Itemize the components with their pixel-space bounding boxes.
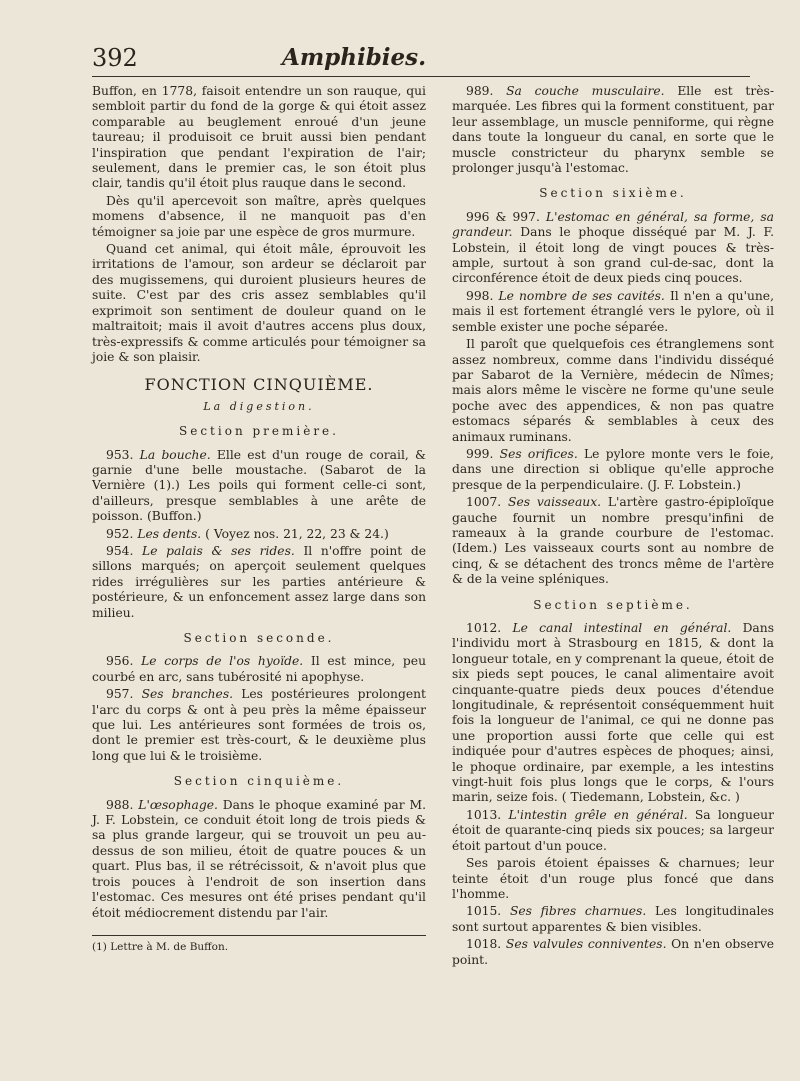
paragraph-text: Elle est très-marquée. Les fibres qui la forment constituent, par leur assemblage, un muscle penniforme, qui règne dans toute la longueur du canal, en sorte que le muscle constricteur du pharynx semble se prolonger jusqu'à l'estomac. <box>452 84 774 176</box>
paragraph-number: 956. <box>106 654 134 669</box>
paragraph: Il paroît que quelquefois ces étranglemens sont assez nombreux, comme dans l'individu disséqué par Sabarot de la Vernière, médecin de Nîmes; mais alors même le viscère ne forme qu'une seule poche avec des appendices, & non pas quatre estomacs séparés & semblables à ceux des animaux ruminans. <box>452 337 774 444</box>
paragraph-text: Dans l'individu mort à Strasbourg en 1815, & dont la longueur totale, en y comprenant la queue, étoit de six pieds sept pouces, le canal alimentaire avoit cinquante-quatre pieds deux pouces d'étendue longitudinale, & représentoit conséquemment huit fois la longueur de l'animal, ce qui ne donne pas une proportion aussi forte que celle qui est indiquée pour d'autres espèces de phoques; ainsi, le phoque ordinaire, par exemple, a les intestins vingt-huit fois plus longs que le corps, & l'ours marin, seize fois. ( Tiedemann, Lobstein, &c. ) <box>452 621 774 805</box>
paragraph-999 <box>452 447 774 493</box>
paragraph-1007 <box>452 495 774 587</box>
paragraph: Ses parois étoient épaisses & charnues; leur teinte étoit d'un rouge plus foncé que dans l'homme. <box>452 856 774 901</box>
paragraph-number: 952. <box>106 526 134 541</box>
paragraph-1012 <box>452 621 774 806</box>
paragraph-text: Il est mince, peu courbé en arc, sans tubérosité ni apophyse. <box>92 654 426 684</box>
paragraph-title: La bouche. <box>139 447 211 462</box>
paragraph-number: 1007. <box>466 495 502 510</box>
paragraph-title: Ses valvules conniventes. <box>505 937 667 952</box>
paragraph-957 <box>92 687 426 764</box>
section-heading: Section première. <box>179 424 339 439</box>
paragraph-title: L'intestin grêle en général. <box>508 807 688 822</box>
paragraph-text: Les longitudinales sont surtout apparentes & bien visibles. <box>452 904 774 934</box>
paragraph-number: 989. <box>466 84 494 98</box>
paragraph-1015 <box>452 904 774 935</box>
paragraph-title: Sa couche musculaire. <box>506 84 665 98</box>
section-heading: Section septième. <box>533 597 693 612</box>
paragraph-text: ( Voyez nos. 21, 22, 23 & 24.) <box>205 526 389 541</box>
left-column <box>92 84 426 957</box>
fonction-heading: FONCTION CINQUIÈME. <box>144 375 374 395</box>
paragraph-text: On n'en observe point. <box>452 937 774 967</box>
paragraph-number: 998. <box>466 288 494 303</box>
page-number: 392 <box>92 44 138 72</box>
paragraph-title: Ses fibres charnues. <box>509 904 647 919</box>
paragraph-989 <box>452 84 774 176</box>
paragraph-text: Il n'en a qu'une, mais il est fortement étranglé vers le pylore, où il semble exister une poche séparée. <box>452 288 774 334</box>
paragraph-text: Dans le phoque disséqué par M. J. F. Lobstein, il étoit long de vingt pouces & très-ample, surtout à son grand cul-de-sac, dont la circonférence étoit de deux pieds cinq pouces. <box>452 225 774 286</box>
paragraph-title: Le palais & ses rides. <box>142 543 295 558</box>
paragraph-996 <box>452 210 774 287</box>
section-heading: Section seconde. <box>183 631 335 645</box>
paragraph-title: L'estomac en général, sa forme, sa grandeur. <box>452 209 774 240</box>
paragraph-988 <box>92 798 426 921</box>
paragraph: Dès qu'il apercevoit son maître, après quelques momens d'absence, il ne manquoit pas d'en témoigner sa joie par une espèce de gros murmure. <box>92 193 426 239</box>
paragraph-954 <box>92 544 426 621</box>
paragraph-text: Les postérieures prolongent l'arc du corps & ont à peu près la même épaisseur que lui. Les antérieures sont formées de trois os, dont le premier est très-court, & le deuxième plus long que lui & le troisième. <box>92 687 426 763</box>
paragraph-number: 999. <box>466 446 494 461</box>
paragraph-title: Les dents. <box>137 526 202 541</box>
footnote-rule <box>92 935 426 936</box>
paragraph-text: Elle est d'un rouge de corail, & garnie d'une belle moustache. (Sabarot de la Vernière (1).) Les poils qui forment celle-ci sont, d'ailleurs, presque semblables à une arête de poisson. (Buffon.) <box>92 447 427 524</box>
paragraph-title: Le nombre de ses cavités. <box>498 288 665 303</box>
paragraph-title: Ses vaisseaux. <box>508 495 602 510</box>
section-heading: Section sixième. <box>539 186 687 201</box>
running-head: Amphibies. <box>282 44 427 71</box>
paragraph-number: 988. <box>106 797 134 812</box>
footnote: (1) Lettre à M. de Buffon. <box>92 940 229 953</box>
paragraph-1013 <box>452 808 774 854</box>
paragraph-text: Il n'offre point de sillons marqués; on aperçoit seulement quelques rides irrégulières sur les parties antérieure & postérieure, & un enfoncement assez large dans son milieu. <box>92 543 426 620</box>
paragraph-title: Le corps de l'os hyoïde. <box>141 654 304 669</box>
paragraph-number: 953. <box>106 447 134 462</box>
page-header <box>92 40 750 77</box>
paragraph-952 <box>92 527 426 542</box>
paragraph-title: L'œsophage. <box>138 797 218 812</box>
digestion-heading: La digestion. <box>203 399 315 413</box>
paragraph-text: Sa longueur étoit de quarante-cinq pieds six pouces; sa largeur étoit partout d'un pouce. <box>452 807 774 853</box>
paragraph-text: L'artère gastro-épiploïque gauche fournit un nombre presqu'infini de rameaux à la grande courbure de l'estomac. (Idem.) Les vaisseaux courts sont au nombre de cinq, & se détachent des troncs même de l'artère & de la veine spléniques. <box>452 495 774 587</box>
right-column <box>452 84 774 970</box>
paragraph-number: 996 & 997. <box>466 209 540 224</box>
paragraph-number: 1018. <box>466 937 502 952</box>
paragraph-1018 <box>452 937 774 968</box>
paragraph-number: 1015. <box>466 904 502 919</box>
paragraph-953 <box>92 448 426 525</box>
paragraph-956 <box>92 654 426 685</box>
paragraph-number: 1012. <box>466 621 502 635</box>
paragraph: Quand cet animal, qui étoit mâle, éprouvoit les irritations de l'amour, son ardeur se déclaroit par des mugissemens, qui duroient plusieurs heures de suite. C'est par des cris assez semblables qu'il exprimoit son sentiment de douleur quand on le maltraitoit; mais il avoit d'autres accens plus doux, très-expressifs & comme articulés pour témoigner sa joie & son plaisir. <box>92 242 426 364</box>
paragraph-title: Ses orifices. <box>499 446 578 461</box>
paragraph-number: 957. <box>106 687 134 702</box>
section-heading: Section cinquième. <box>173 774 345 789</box>
paragraph-number: 954. <box>106 543 134 558</box>
paragraph-number: 1013. <box>466 807 502 822</box>
paragraph-text: Le pylore monte vers le foie, dans une direction si oblique qu'elle approche presque de la perpendiculaire. (J. F. Lobstein.) <box>452 446 774 492</box>
paragraph: Buffon, en 1778, faisoit entendre un son rauque, qui sembloit partir du fond de la gorge & qui étoit assez comparable au beuglement enroué d'un jeune taureau; il produisoit ce bruit aussi bien pendant l'inspiration que pendant l'expiration de l'air; seulement, dans le premier cas, le son étoit plus clair, tandis qu'il étoit plus rauque dans le second. <box>92 84 426 191</box>
paragraph-998 <box>452 289 774 335</box>
paragraph-title: Le canal intestinal en général. <box>512 621 732 635</box>
paragraph-text: Dans le phoque examiné par M. J. F. Lobstein, ce conduit étoit long de trois pieds & sa plus grande largeur, qui se trouvoit un peu au-dessus de son milieu, étoit de quatre pouces & un quart. Plus bas, il se rétrécissoit, & n'avoit plus que trois pouces à l'endroit de son insertion dans l'estomac. Ces mesures ont été prises pendant qu'il étoit médiocrement distendu par l'air. <box>92 797 426 920</box>
paragraph-title: Ses branches. <box>141 687 234 702</box>
